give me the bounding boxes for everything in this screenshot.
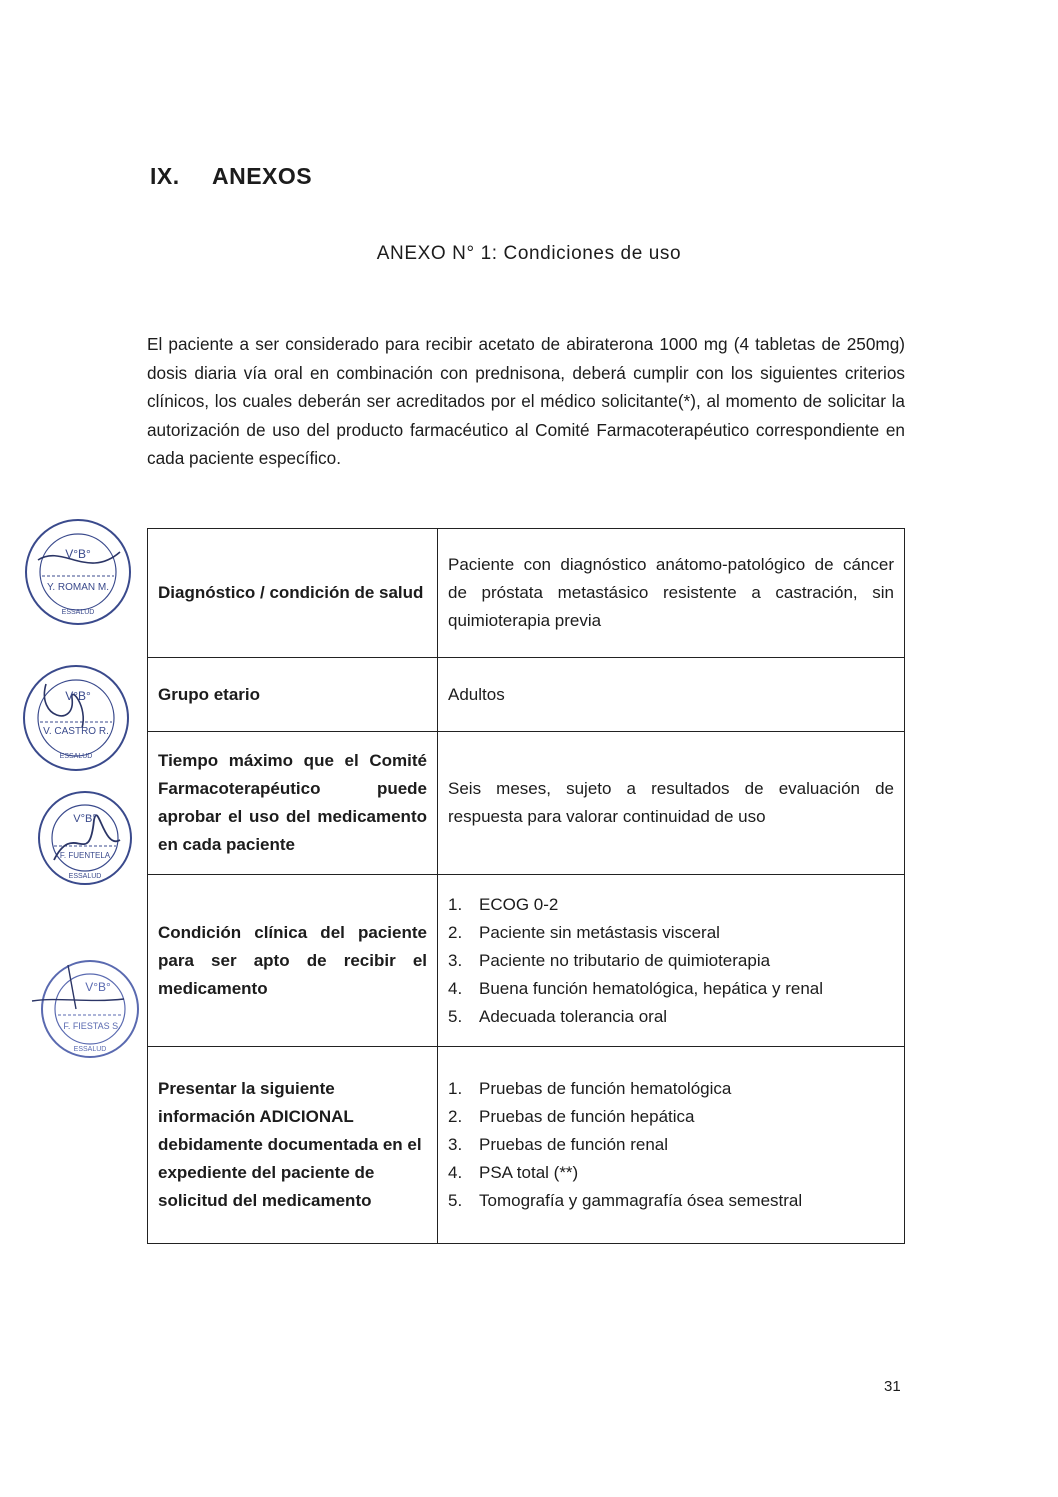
stamp-2-vb: V°B° xyxy=(65,689,91,703)
max-time-value: Seis meses, sujeto a resultados de evaluación de respuesta para valorar continuidad de uso xyxy=(438,732,905,875)
list-item xyxy=(448,1075,894,1103)
stamp-4-name: F. FIESTAS S. xyxy=(63,1021,121,1031)
list-item-number: 2. xyxy=(448,1107,463,1126)
age-group-label: Grupo etario xyxy=(148,658,438,732)
additional-info-cell xyxy=(438,1047,905,1244)
stamp-4-footer: ESSALUD xyxy=(73,1046,107,1053)
table-row xyxy=(148,1047,905,1244)
section-number: IX. xyxy=(150,163,180,189)
list-item-number: 4. xyxy=(448,978,463,998)
list-item xyxy=(448,919,894,947)
list-item xyxy=(448,1187,894,1215)
age-group-value: Adultos xyxy=(438,658,905,732)
list-item-number: 5. xyxy=(448,1006,463,1026)
section-heading xyxy=(150,163,312,190)
conditions-table xyxy=(147,528,905,1244)
list-item-number: 3. xyxy=(448,950,463,970)
list-item-text: Tomografía y gammagrafía ósea semestral xyxy=(479,1191,803,1210)
list-item-text: Adecuada tolerancia oral xyxy=(479,1006,668,1026)
approval-stamp-seal xyxy=(18,502,138,642)
list-item-number: 3. xyxy=(448,1135,463,1154)
list-item-number: 5. xyxy=(448,1191,463,1210)
clinical-condition-list xyxy=(448,891,894,1031)
stamp-3-footer: ESSALUD xyxy=(68,873,102,880)
list-item-text: Buena función hematológica, hepática y renal xyxy=(479,978,824,998)
list-item xyxy=(448,891,894,919)
approval-stamp-seal xyxy=(16,658,136,778)
diagnosis-value: Paciente con diagnóstico anátomo-patológico de cáncer de próstata metastásico resistente a castración, sin quimioterapia previa xyxy=(438,529,905,658)
approval-stamp-seal xyxy=(28,945,140,1070)
stamp-2-name: V. CASTRO R. xyxy=(43,726,109,737)
list-item xyxy=(448,975,894,1003)
diagnosis-label: Diagnóstico / condición de salud xyxy=(148,529,438,658)
list-item-text: Pruebas de función renal xyxy=(479,1135,669,1154)
table-row xyxy=(148,529,905,658)
list-item-text: PSA total (**) xyxy=(479,1163,579,1182)
list-item-text: Paciente no tributario de quimioterapia xyxy=(479,950,771,970)
stamp-1-name: Y. ROMAN M. xyxy=(46,582,110,593)
list-item-text: Pruebas de función hepática xyxy=(479,1107,695,1126)
table-row xyxy=(148,875,905,1047)
list-item xyxy=(448,1003,894,1031)
list-item-number: 4. xyxy=(448,1163,463,1182)
intro-paragraph: El paciente a ser considerado para recibir acetato de abiraterona 1000 mg (4 tabletas de 250mg) dosis diaria vía oral en combinación con prednisona, deberá cumplir con los siguientes criterios clínicos, los cuales deberán ser acreditados por el médico solicitante(*), al momento de solicitar la autorización de uso del producto farmacéutico al Comité Farmacoterapéutico correspondiente en cada paciente específico. xyxy=(147,334,905,468)
stamp-2-footer: ESSALUD xyxy=(59,753,93,760)
annex-title: ANEXO N° 1: Condiciones de uso xyxy=(376,243,682,264)
clinical-condition-cell xyxy=(438,875,905,1047)
table-row xyxy=(148,658,905,732)
additional-info-list xyxy=(448,1075,894,1215)
list-item-text: Pruebas de función hematológica xyxy=(479,1079,732,1098)
stamp-3-vb: V°B° xyxy=(73,813,97,825)
approval-stamp-seal xyxy=(34,780,136,900)
list-item xyxy=(448,1131,894,1159)
stamp-4-vb: V°B° xyxy=(85,980,111,994)
list-item-text: Paciente sin metástasis visceral xyxy=(479,922,720,942)
list-item-number: 1. xyxy=(448,894,463,914)
clinical-condition-label: Condición clínica del paciente para ser apto de recibir el medicamento xyxy=(148,875,438,1047)
additional-info-label: Presentar la siguiente información ADICIONAL debidamente documentada en el expediente del paciente de solicitud del medicamento xyxy=(148,1047,438,1244)
page-number: 31 xyxy=(884,1378,901,1395)
list-item xyxy=(448,947,894,975)
stamp-3-name: F. FUENTELA xyxy=(59,851,111,860)
list-item xyxy=(448,1159,894,1187)
list-item xyxy=(448,1103,894,1131)
section-title-text: ANEXOS xyxy=(212,163,313,189)
list-item-number: 2. xyxy=(448,922,463,942)
table-row xyxy=(148,732,905,875)
list-item-text: ECOG 0-2 xyxy=(479,894,559,914)
list-item-number: 1. xyxy=(448,1079,463,1098)
stamp-1-vb: V°B° xyxy=(65,547,91,561)
max-time-label: Tiempo máximo que el Comité Farmacoterapéutico puede aprobar el uso del medicamento en cada paciente xyxy=(148,732,438,875)
stamp-1-footer: ESSALUD xyxy=(61,609,95,616)
